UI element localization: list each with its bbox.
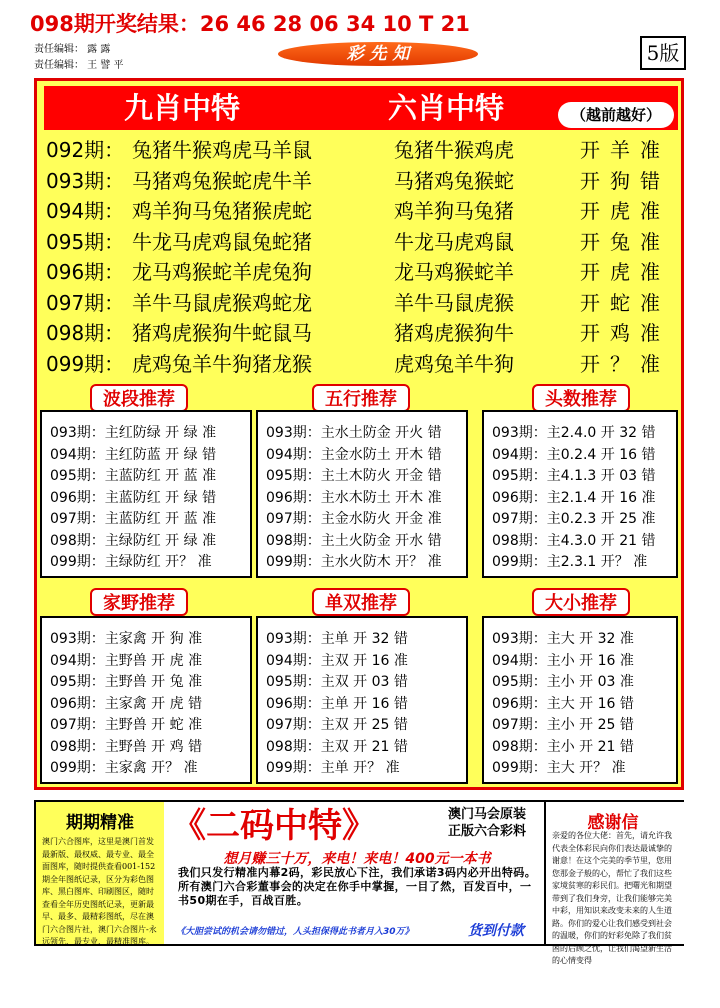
section-row: 096期：主水木防土 开木 准 — [266, 489, 442, 506]
row-period: 092期： — [46, 138, 125, 162]
section-row: 094期：主小 开 16 准 — [492, 652, 634, 669]
section-row: 097期：主双 开 25 错 — [266, 717, 408, 733]
section-row: 099期：主家禽 开？ 准 — [50, 760, 198, 776]
row-period: 099期： — [46, 351, 125, 376]
footer-left-title: 期期精准 — [66, 813, 134, 833]
row-period: 098期： — [46, 321, 125, 345]
section-row: 093期：主红防绿 开 绿 准 — [50, 425, 217, 441]
macau-original-label: 澳门马会原装 正版六合彩料 — [448, 807, 527, 839]
section-row: 099期：主2.3.1 开？ 准 — [492, 554, 648, 570]
cash-on-delivery: 货到付款 — [468, 923, 524, 939]
nine-zodiac-pick: 马猪鸡兔猴蛇虎牛羊 — [132, 168, 312, 193]
row-period: 097期： — [46, 290, 125, 315]
section-title: 波段推荐 — [90, 384, 188, 412]
section-box — [256, 410, 468, 578]
promo-warning: 《大胆尝试的机会请勿错过，人头担保得此书者月入30万》 — [176, 927, 414, 937]
section-box — [482, 410, 678, 578]
nine-zodiac-pick: 羊牛马鼠虎猴鸡蛇龙 — [132, 290, 312, 315]
nine-zodiac-pick: 兔猪牛猴鸡虎马羊鼠 — [132, 138, 312, 162]
row-result: 开鸡准 — [580, 321, 670, 345]
section-row: 098期：主小 开 21 错 — [492, 738, 634, 755]
section-box — [256, 616, 468, 784]
row-result: 开狗错 — [580, 168, 670, 193]
promo-slogan: 想月赚三十万，来电！来电！400元一本书 — [223, 851, 491, 867]
nine-zodiac-pick: 牛龙马虎鸡鼠兔蛇猪 — [132, 229, 312, 254]
banner-note: （越前越好） — [558, 102, 674, 128]
row-result: 开兔准 — [580, 229, 670, 254]
six-zodiac-pick: 鸡羊狗马兔猪 — [394, 199, 514, 223]
six-zodiac-pick: 兔猪牛猴鸡虎 — [394, 138, 514, 162]
row-result: 开虎准 — [580, 199, 670, 223]
section-row: 095期：主野兽 开 兔 准 — [50, 674, 203, 690]
section-row: 094期：主红防蓝 开 绿 错 — [50, 446, 217, 463]
section-row: 098期：主土火防金 开水 错 — [266, 532, 442, 549]
brand-logo: 彩 先 知 — [278, 42, 478, 66]
six-zodiac-pick: 马猪鸡兔猴蛇 — [394, 168, 514, 193]
section-row: 095期：主小 开 03 准 — [492, 674, 634, 690]
section-row: 093期：主单 开 32 错 — [266, 631, 408, 647]
two-code-title: 《二码中特》 — [172, 806, 376, 846]
draw-result-headline: 098期开奖结果：26 46 28 06 34 10 T 21 — [30, 12, 470, 36]
section-row: 094期：主金水防土 开木 错 — [266, 446, 442, 463]
row-result: 开虎准 — [580, 260, 670, 284]
section-row: 098期：主绿防红 开 绿 准 — [50, 532, 217, 549]
section-row: 096期：主大 开 16 错 — [492, 695, 634, 712]
six-zodiac-pick: 虎鸡兔羊牛狗 — [394, 351, 514, 376]
section-row: 093期：主水土防金 开火 错 — [266, 425, 442, 441]
section-title: 五行推荐 — [312, 384, 410, 412]
editor-credit-2: 责任编辑： 王 譬 平 — [34, 60, 124, 71]
section-row: 095期：主蓝防红 开 蓝 准 — [50, 468, 217, 484]
row-period: 096期： — [46, 260, 125, 284]
editor-credit-1: 责任编辑： 露 露 — [34, 44, 111, 55]
section-row: 095期：主土木防火 开金 错 — [266, 468, 442, 484]
section-row: 099期：主绿防红 开？ 准 — [50, 554, 212, 570]
nine-zodiac-pick: 龙马鸡猴蛇羊虎兔狗 — [132, 260, 312, 284]
nine-zodiac-pick: 鸡羊狗马兔猪猴虎蛇 — [132, 199, 312, 223]
nine-zodiac-pick: 猪鸡虎猴狗牛蛇鼠马 — [132, 321, 312, 345]
promo-text: 我们只发行精准内幕2码，彩民放心下注，我们承诺3码内必开出特码。所有澳门六合彩董事会的决定在你手中掌握，一目了然，百发百中，一书50期在手，百战百胜。 — [178, 866, 537, 907]
section-row: 097期：主0.2.3 开 25 准 — [492, 511, 656, 527]
section-title: 单双推荐 — [312, 588, 410, 616]
section-row: 095期：主4.1.3 开 03 错 — [492, 468, 656, 484]
row-result: 开？准 — [580, 351, 670, 376]
section-box — [482, 616, 678, 784]
section-row: 096期：主蓝防红 开 绿 错 — [50, 489, 217, 506]
thank-you-text: 亲爱的各位大佬：首先，请允许我代表全体彩民向你们表达最诚挚的谢意！在这个完美的季节里，您用您那金子般的心，帮忙了我们这些家境贫寒的彩民们。把曙光和期望带到了我们身旁，让我们能够完美中彩，用知识来改变未来的人生道路。你们的爱心让我们感受到社会的温暖，你们的好彩免除了我们贫困的后顾之忧，让我们渴望新生活的心情变得 — [552, 831, 672, 965]
thank-you-title: 感谢信 — [587, 813, 639, 833]
section-row: 097期：主蓝防红 开 蓝 准 — [50, 511, 217, 527]
nine-zodiac-pick: 虎鸡兔羊牛狗猪龙猴 — [132, 351, 312, 376]
row-period: 094期： — [46, 199, 125, 223]
section-row: 097期：主金水防火 开金 准 — [266, 511, 442, 527]
section-row: 096期：主2.1.4 开 16 准 — [492, 489, 656, 506]
section-box — [40, 410, 252, 578]
section-row: 093期：主大 开 32 准 — [492, 631, 634, 647]
six-zodiac-pick: 牛龙马虎鸡鼠 — [394, 229, 514, 254]
page-number: 5版 — [640, 36, 686, 70]
row-period: 093期： — [46, 168, 125, 193]
section-row: 096期：主家禽 开 虎 错 — [50, 695, 203, 712]
section-row: 094期：主双 开 16 准 — [266, 652, 408, 669]
six-zodiac-pick: 羊牛马鼠虎猴 — [394, 290, 514, 315]
row-result: 开蛇准 — [580, 290, 670, 315]
section-row: 097期：主小 开 25 错 — [492, 717, 634, 733]
section-title: 头数推荐 — [532, 384, 630, 412]
section-row: 096期：主单 开 16 错 — [266, 695, 408, 712]
section-title: 大小推荐 — [532, 588, 630, 616]
six-zodiac-title: 六肖中特 — [388, 91, 505, 125]
row-period: 095期： — [46, 229, 125, 254]
nine-zodiac-title: 九肖中特 — [124, 91, 241, 125]
section-row: 098期：主野兽 开 鸡 错 — [50, 738, 203, 755]
six-zodiac-pick: 龙马鸡猴蛇羊 — [394, 260, 514, 284]
section-row: 093期：主家禽 开 狗 准 — [50, 631, 203, 647]
section-row: 099期：主单 开？ 准 — [266, 760, 400, 776]
section-row: 099期：主大 开？ 准 — [492, 760, 626, 776]
section-row: 099期：主水火防木 开？ 准 — [266, 554, 442, 570]
section-row: 098期：主4.3.0 开 21 错 — [492, 532, 656, 549]
six-zodiac-pick: 猪鸡虎猴狗牛 — [394, 321, 514, 345]
section-title: 家野推荐 — [90, 588, 188, 616]
row-result: 开羊准 — [580, 138, 670, 162]
section-row: 097期：主野兽 开 蛇 准 — [50, 717, 203, 733]
section-row: 095期：主双 开 03 错 — [266, 674, 408, 690]
section-row: 093期：主2.4.0 开 32 错 — [492, 425, 656, 441]
section-row: 098期：主双 开 21 错 — [266, 738, 408, 755]
section-row: 094期：主野兽 开 虎 准 — [50, 652, 203, 669]
footer-left-text: 澳门六合图库，这里是澳门首发最新版、最权威、最专业、最全面图库，随时提供查看001-152期全年图纸记录，区分为彩色图库、黑白图库、印刷图区，随时查看全年历史图纸记录，更新最早、最多、最精彩图纸，尽在澳门六合图片社，澳门六合图片-永远领先，最专业，最精准图库。 — [42, 837, 157, 946]
section-box — [40, 616, 252, 784]
section-row: 094期：主0.2.4 开 16 错 — [492, 446, 656, 463]
